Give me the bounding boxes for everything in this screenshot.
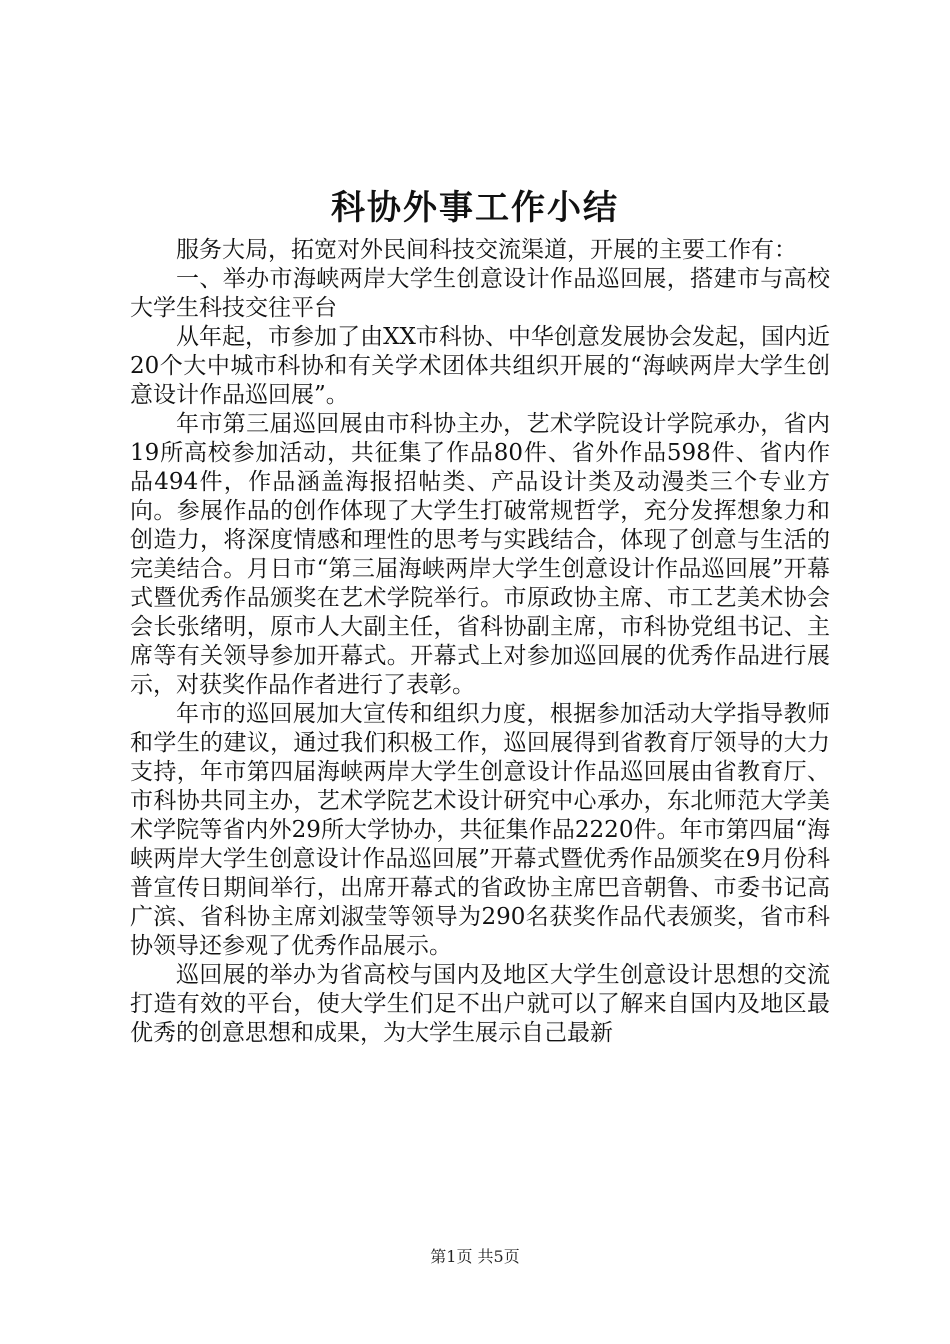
paragraph-intro: 服务大局，拓宽对外民间科技交流渠道，开展的主要工作有： — [176, 237, 797, 263]
paragraph-third-exhibition: 年市第三届巡回展由市科协主办，艺术学院设计学院承办，省内19所高校参加活动，共征集了作品80件、省外作品598件、省内作品494件，作品涵盖海报招帖类、产品设计类及动漫类三个专业方向。参展作品的创作体现了大学生打破常规哲学，充分发挥想象力和创造力，将深度情感和理性的思考与实践结合，体现了创意与生活的完美结合。月日市“第三届海峡两岸大学生创意设计作品巡回展”开幕式暨优秀作品颁奖在艺术学院举行。市原政协主席、市工艺美术协会会长张绪明，原市人大副主任，省科协副主席，市科协党组书记、主席等有关领导参加开幕式。开幕式上对参加巡回展的优秀作品进行展示，对获奖作品作者进行了表彰。 — [130, 411, 830, 698]
paragraph-background: 从年起，市参加了由XX市科协、中华创意发展协会发起，国内近20个大中城市科协和有关学术团体共组织开展的“海峡两岸大学生创意设计作品巡回展”。 — [130, 324, 830, 408]
page-footer: 第1页 共5页 — [430, 1247, 520, 1266]
paragraph-section-heading: 一、举办市海峡两岸大学生创意设计作品巡回展，搭建市与高校大学生科技交往平台 — [130, 266, 830, 321]
paragraph-fourth-exhibition: 年市的巡回展加大宣传和组织力度，根据参加活动大学指导教师和学生的建议，通过我们积极工作，巡回展得到省教育厅领导的大力支持，年市第四届海峡两岸大学生创意设计作品巡回展由省教育厅、市科协共同主办，艺术学院艺术设计研究中心承办，东北师范大学美术学院等省内外29所大学协办，共征集作品2220件。年市第四届“海峡两岸大学生创意设计作品巡回展”开幕式暨优秀作品颁奖在9月份科普宣传日期间举行，出席开幕式的省政协主席巴音朝鲁、市委书记高广滨、省科协主席刘淑莹等领导为290名获奖作品代表颁奖，省市科协领导还参观了优秀作品展示。 — [130, 701, 830, 959]
paragraph-significance: 巡回展的举办为省高校与国内及地区大学生创意设计思想的交流打造有效的平台，使大学生们足不出户就可以了解来自国内及地区最优秀的创意思想和成果，为大学生展示自己最新 — [130, 962, 830, 1046]
document-body — [130, 236, 830, 1048]
document-title: 科协外事工作小结 — [331, 188, 619, 228]
